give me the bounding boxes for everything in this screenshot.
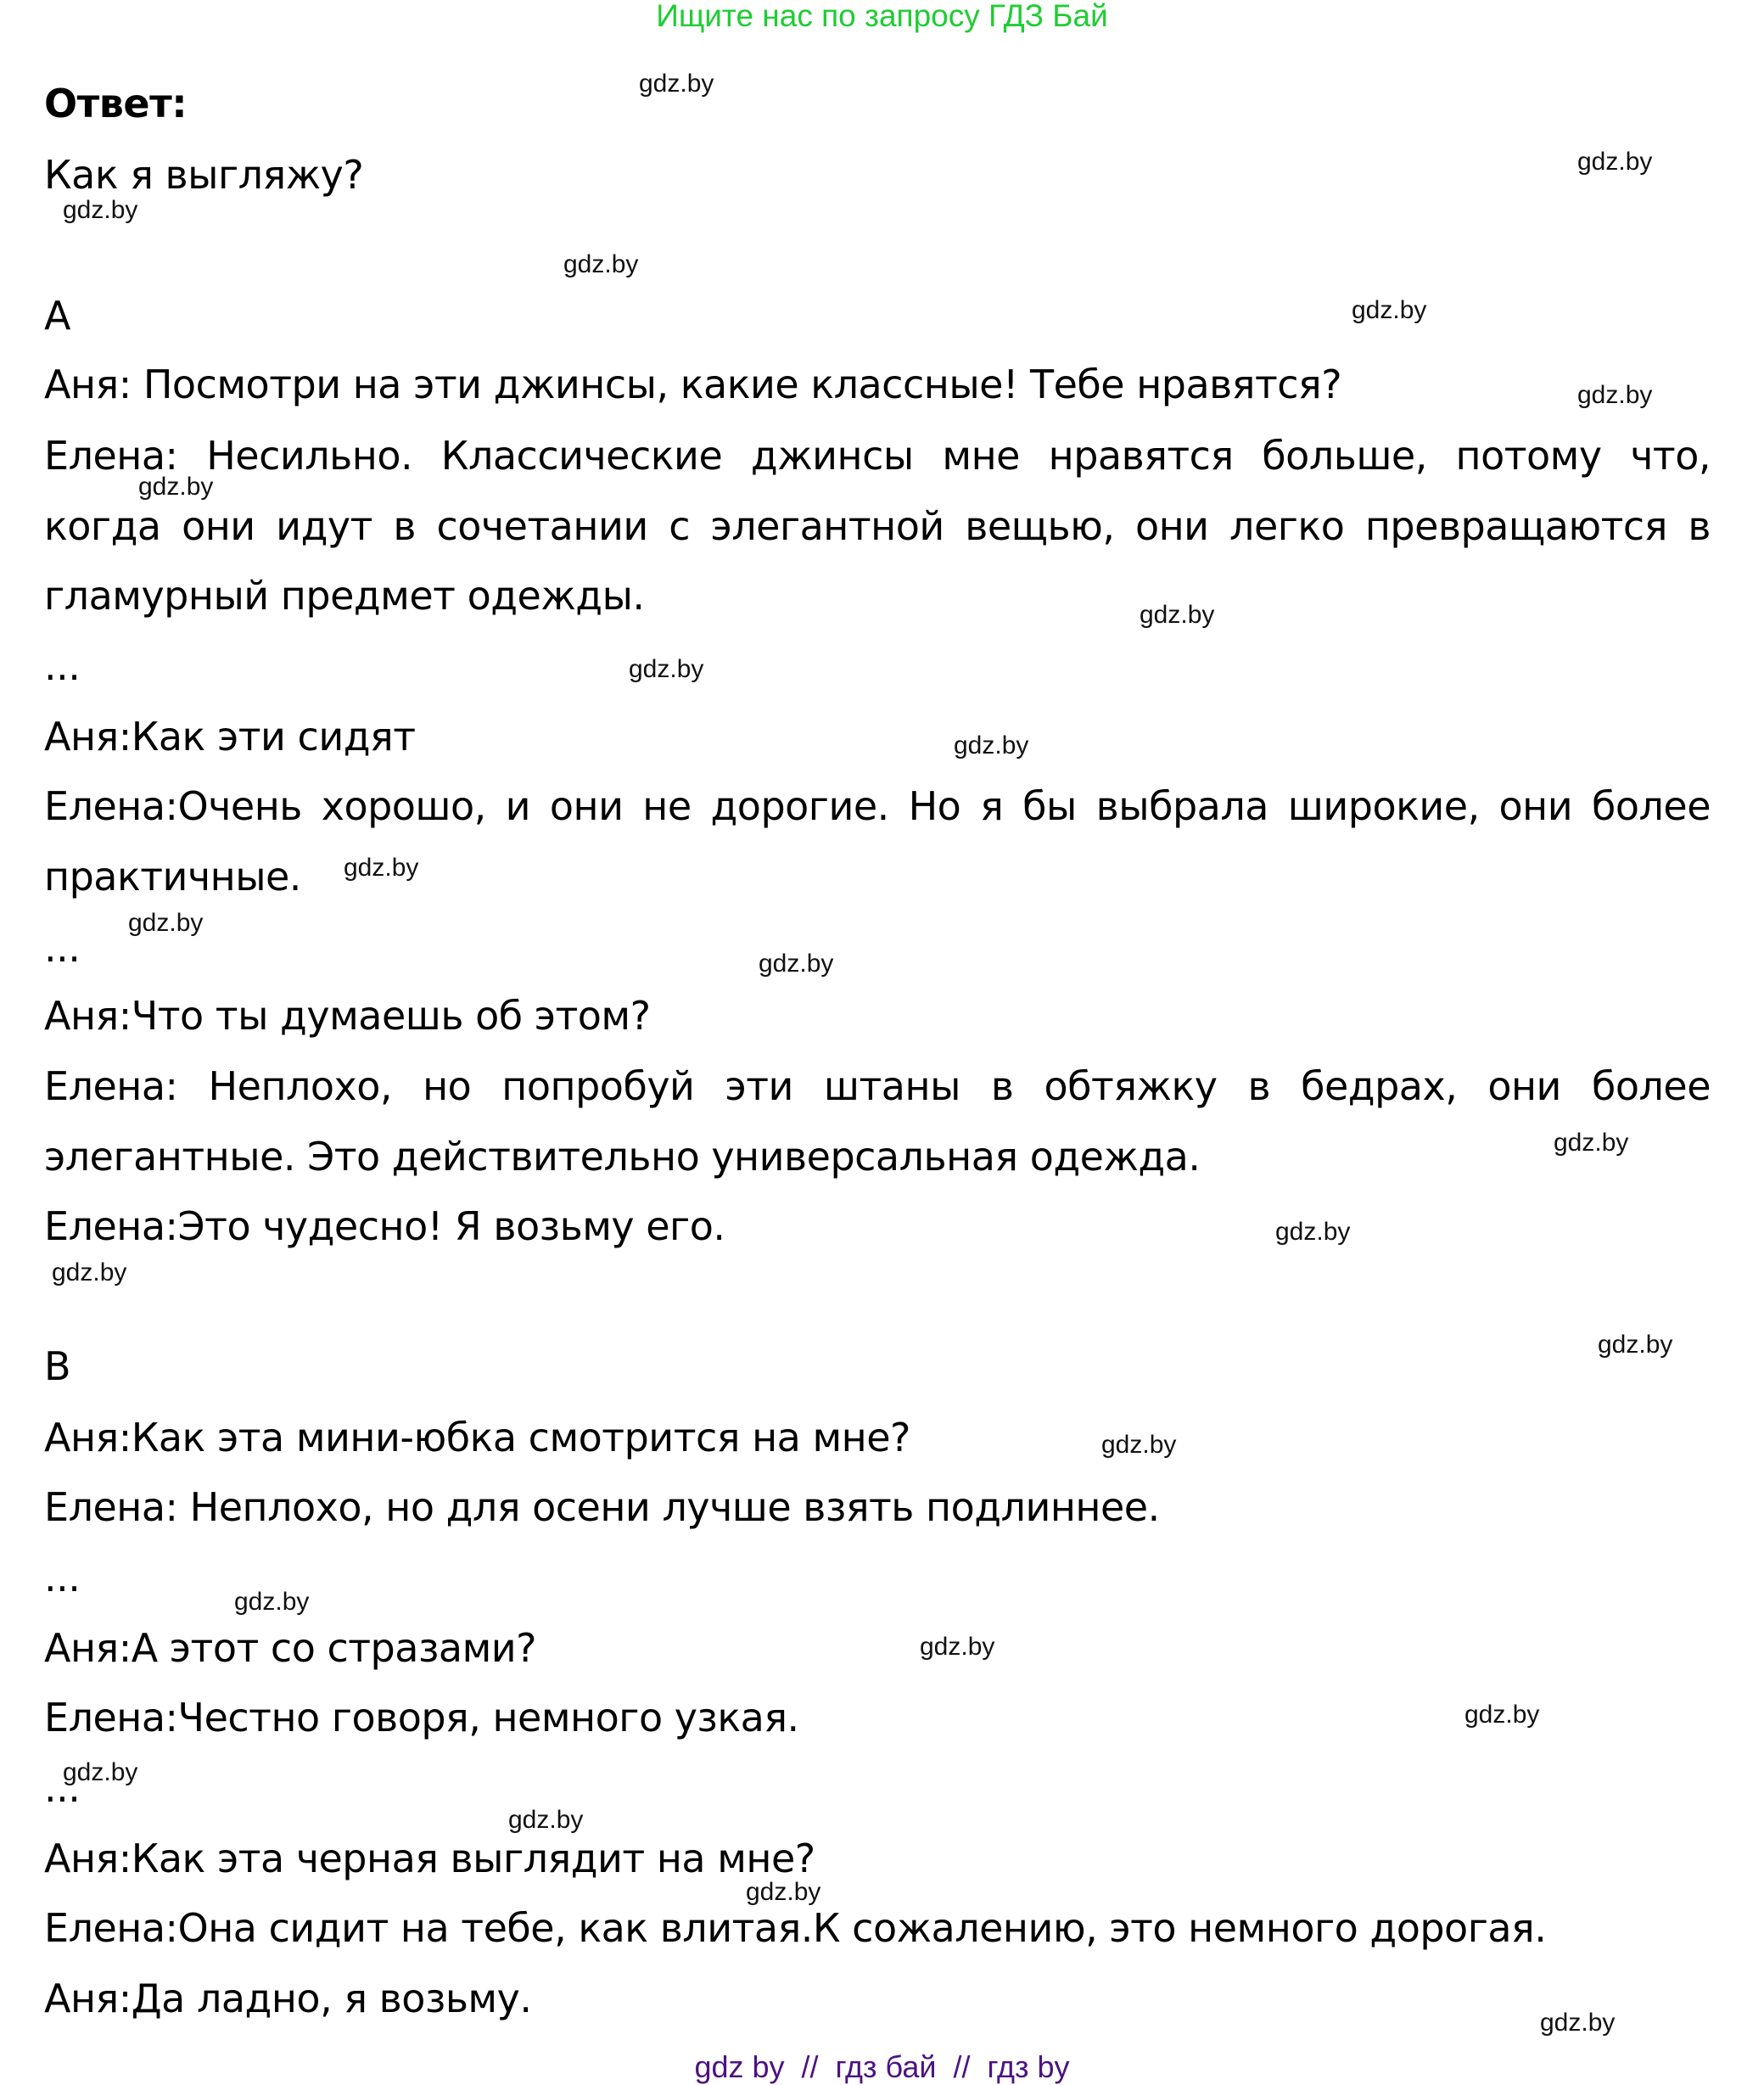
- watermark: gdz.by: [508, 1806, 584, 1834]
- dialogue-line: Аня: Посмотри на эти джинсы, какие классные! Тебе нравятся?: [44, 362, 1342, 407]
- watermark: gdz.by: [639, 70, 714, 98]
- ellipsis: ...: [44, 643, 81, 689]
- watermark: gdz.by: [1577, 148, 1653, 176]
- footer-links: gdz by // гдз бай // гдз by: [694, 2049, 1070, 2084]
- dialogue-line: Елена:Честно говоря, немного узкая.: [44, 1695, 799, 1740]
- watermark: gdz.by: [128, 909, 204, 937]
- ellipsis: ...: [44, 1765, 81, 1811]
- watermark: gdz.by: [920, 1633, 995, 1661]
- watermark: gdz.by: [1540, 2009, 1616, 2037]
- ellipsis: ...: [44, 1555, 81, 1600]
- watermark: gdz.by: [1598, 1331, 1673, 1359]
- answer-label: Ответ:: [44, 81, 188, 126]
- watermark: gdz.by: [1554, 1129, 1629, 1157]
- watermark: gdz.by: [1140, 601, 1215, 629]
- dialogue-line: практичные.: [44, 854, 301, 900]
- watermark: gdz.by: [138, 473, 214, 501]
- page-title: Как я выгляжу?: [44, 152, 364, 198]
- watermark: gdz.by: [63, 196, 138, 224]
- dialogue-line: Аня:Что ты думаешь об этом?: [44, 993, 651, 1039]
- dialogue-line: гламурный предмет одежды.: [44, 573, 645, 619]
- dialogue-line: Елена: Неплохо, но попробуй эти штаны в обтяжку в бедрах, они более: [44, 1063, 1711, 1109]
- watermark: gdz.by: [1101, 1431, 1177, 1459]
- watermark: gdz.by: [344, 854, 419, 882]
- watermark: gdz.by: [1352, 296, 1427, 324]
- dialogue-line: Аня:Да ладно, я возьму.: [44, 1976, 532, 2021]
- watermark: gdz.by: [563, 250, 639, 278]
- watermark: gdz.by: [954, 731, 1029, 759]
- watermark: gdz.by: [234, 1588, 310, 1616]
- watermark: gdz.by: [1464, 1701, 1540, 1729]
- watermark: gdz.by: [63, 1758, 138, 1786]
- dialogue-line: Аня:Как эти сидят: [44, 714, 416, 759]
- dialogue-line: Елена: Несильно. Классические джинсы мне нравятся больше, потому что,: [44, 433, 1711, 479]
- section-label-b: B: [44, 1343, 71, 1389]
- dialogue-line: Елена:Это чудесно! Я возьму его.: [44, 1203, 725, 1249]
- dialogue-line: Аня:Как эта мини-юбка смотрится на мне?: [44, 1415, 910, 1460]
- dialogue-line: когда они идут в сочетании с элегантной вещью, они легко превращаются в: [44, 503, 1711, 549]
- watermark: gdz.by: [1577, 381, 1653, 409]
- watermark: gdz.by: [759, 950, 834, 978]
- dialogue-line: элегантные. Это действительно универсальная одежда.: [44, 1134, 1201, 1180]
- dialogue-line: Аня:Как эта черная выглядит на мне?: [44, 1836, 815, 1881]
- watermark: gdz.by: [52, 1258, 127, 1286]
- watermark: gdz.by: [746, 1878, 821, 1906]
- ellipsis: ...: [44, 925, 81, 971]
- search-hint-header: Ищите нас по запросу ГДЗ Бай: [656, 0, 1108, 33]
- watermark: gdz.by: [629, 655, 704, 683]
- watermark: gdz.by: [1275, 1218, 1351, 1246]
- dialogue-line: Елена:Очень хорошо, и они не дорогие. Но я бы выбрала широкие, они более: [44, 783, 1711, 829]
- dialogue-line: Аня:А этот со стразами?: [44, 1625, 537, 1671]
- dialogue-line: Елена:Она сидит на тебе, как влитая.К сожалению, это немного дорогая.: [44, 1905, 1547, 1951]
- section-label-a: A: [44, 293, 70, 339]
- dialogue-line: Елена: Неплохо, но для осени лучше взять подлиннее.: [44, 1484, 1160, 1530]
